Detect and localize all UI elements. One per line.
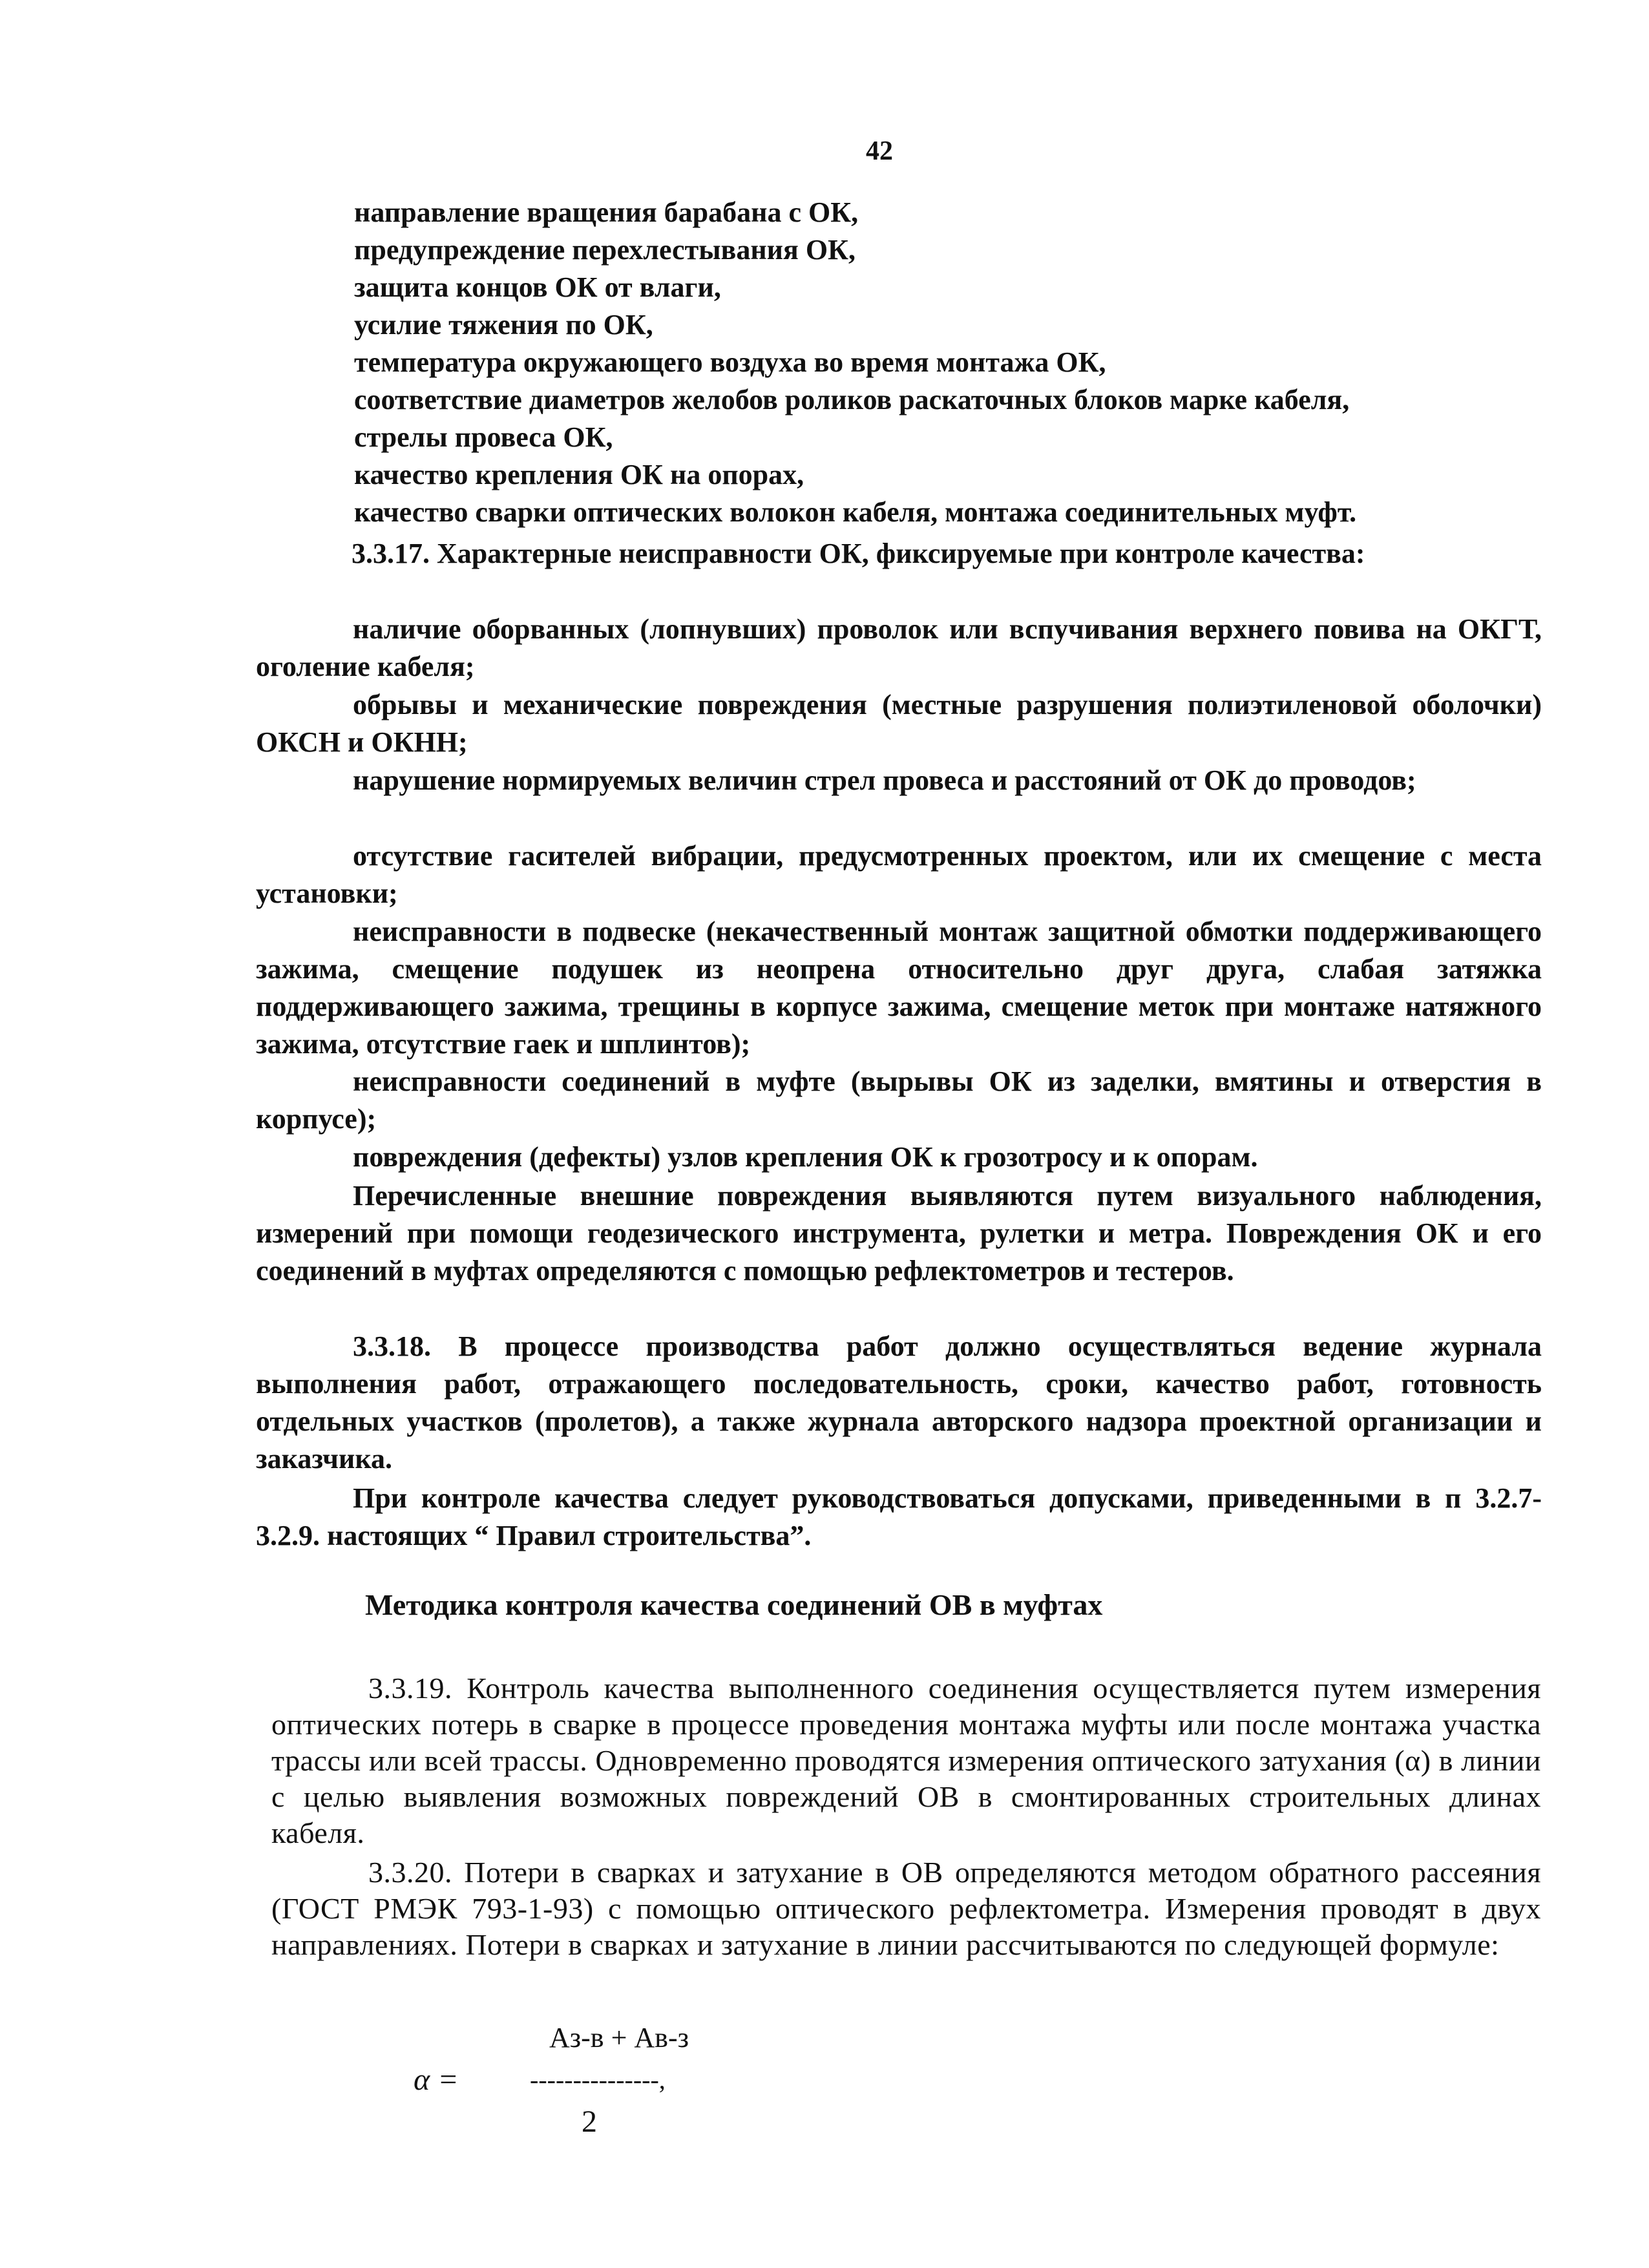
section-3-3-19: 3.3.19. Контроль качества выполненного соединения осуществляется путем измерения оптических потерь в сварке в процессе проведения монтажа муфты или после монтажа участка трассы или всей трассы. Одновременно проводятся измерения оптического затухания (α) в линии с целью выявления возможных повреждений ОВ в смонтированных строительных длинах кабеля.	[271, 1672, 1541, 1849]
defect-item: неисправности соединений в муфте (вырывы ОК из заделки, вмятины и отверстия в корпусе);	[256, 1066, 1542, 1135]
list-item: качество крепления ОК на опорах,	[354, 459, 804, 490]
list-item: качество сварки оптических волокон кабеля, монтажа соединительных муфт.	[354, 496, 1357, 528]
checklist	[354, 194, 1537, 531]
formula-numerator: Aз-в + Aв-з	[549, 2022, 689, 2053]
defects-summary: Перечисленные внешние повреждения выявляются путем визуального наблюдения, измерений при помощи геодезического инструмента, рулетки и метра. Повреждения ОК и его соединений в муфтах определяются с помощью рефлектометров и тестеров.	[256, 1180, 1542, 1286]
defect-item: повреждения (дефекты) узлов крепления ОК к грозотросу и к опорам.	[353, 1141, 1258, 1173]
section-heading: Методика контроля качества соединений ОВ в муфтах	[365, 1588, 1103, 1621]
section-3-3-20: 3.3.20. Потери в сварках и затухание в ОВ определяются методом обратного рассеяния (ГОСТ РМЭК 793-1-93) с помощью оптического рефлектометра. Измерения проводят в двух направлениях. Потери в сварках и затухание в линии рассчитываются по следующей формуле:	[271, 1856, 1541, 1961]
defect-item: наличие оборванных (лопнувших) проволок или вспучивания верхнего повива на ОКГТ, оголение кабеля;	[256, 613, 1542, 682]
page-number: 42	[866, 136, 893, 166]
formula-fraction-bar: ---------------,	[530, 2065, 666, 2094]
section-3-3-18: 3.3.18. В процессе производства работ должно осуществляться ведение журнала выполнения работ, отражающего последовательность, сроки, качество работ, готовность отдельных участков (пролетов), а также журнала авторского надзора проектной организации и заказчика.	[256, 1330, 1542, 1475]
list-item: усилие тяжения по ОК,	[354, 309, 653, 341]
formula-lhs: α =	[414, 2063, 459, 2097]
list-item: соответствие диаметров желобов роликов раскаточных блоков марке кабеля,	[354, 384, 1350, 415]
list-item: направление вращения барабана с ОК,	[354, 196, 859, 228]
section-3-3-17-intro: 3.3.17. Характерные неисправности ОК, фиксируемые при контроле качества:	[352, 538, 1365, 569]
defect-item: нарушение нормируемых величин стрел провеса и расстояний от ОК до проводов;	[353, 764, 1416, 796]
list-item: предупреждение перехлестывания ОК,	[354, 234, 856, 266]
list-item: стрелы провеса ОК,	[354, 421, 613, 453]
quality-note: При контроле качества следует руководствоваться допусками, приведенными в п 3.2.7-3.2.9. настоящих “ Правил строительства”.	[256, 1482, 1542, 1551]
formula-denominator: 2	[582, 2105, 597, 2139]
defect-item: обрывы и механические повреждения (местные разрушения полиэтиленовой оболочки) ОКСН и ОКНН;	[256, 689, 1542, 758]
defect-item: отсутствие гасителей вибрации, предусмотренных проектом, или их смещение с места установки;	[256, 840, 1542, 909]
defect-item: неисправности в подвеске (некачественный монтаж защитной обмотки поддерживающего зажима, смещение подушек из неопрена относительно друг друга, слабая затяжка поддерживающего зажима, трещины в корпусе зажима, смещение меток при монтаже натяжного зажима, отсутствие гаек и шплинтов);	[256, 916, 1542, 1060]
list-item: температура окружающего воздуха во время монтажа ОК,	[354, 346, 1106, 378]
list-item: защита концов ОК от влаги,	[354, 271, 721, 303]
